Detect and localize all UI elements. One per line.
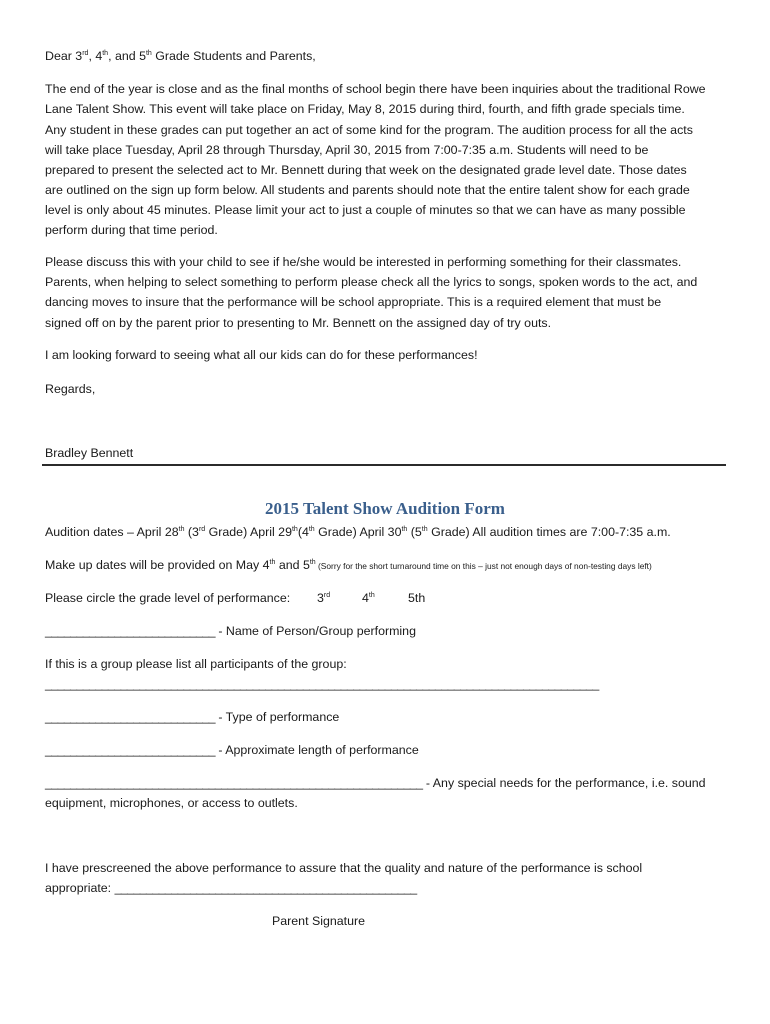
makeup-note: (Sorry for the short turnaround time on this – just not enough days of non-testing days left) xyxy=(315,561,652,571)
needs-field-blank[interactable]: ____________________________________________________________ xyxy=(45,776,423,790)
paragraph2-line: Please discuss this with your child to see if he/she would be interested in performing something for their classmates. xyxy=(45,255,682,269)
name-field-blank[interactable]: ___________________________ xyxy=(45,624,215,638)
paragraph1-line: The end of the year is close and as the final months of school begin there have been inquiries about the traditional Rowe xyxy=(45,82,706,96)
closing: Regards, xyxy=(45,382,96,396)
prescreen-statement: I have prescreened the above performance to assure that the quality and nature of the performance is school xyxy=(45,861,643,875)
paragraph1-line: prepared to present the selected act to Mr. Bennett during that week on the designated grade level date. Those dates xyxy=(45,163,687,177)
prescreen-signature-row: appropriate: ________________________________________________ xyxy=(45,881,417,895)
section-divider xyxy=(42,464,726,466)
paragraph2-line: Parents, when helping to select something to perform please check all the lyrics to songs, spoken words to the act, and xyxy=(45,275,698,289)
signature-name: Bradley Bennett xyxy=(45,446,134,460)
paragraph1-line: will take place Tuesday, April 28 through Thursday, April 30, 2015 from 7:00-7:35 a.m. Students will need to be xyxy=(45,143,649,157)
length-field-blank[interactable]: ___________________________ xyxy=(45,743,215,757)
paragraph2-line: dancing moves to insure that the performance will be school appropriate. This is a required element that must be xyxy=(45,295,662,309)
type-field-label: - Type of performance xyxy=(214,710,340,724)
audition-dates: Audition dates – April 28th (3rd Grade) April 29th(4th Grade) April 30th (5th Grade) All audition times are 7:00-7:35 a.m. xyxy=(45,525,671,539)
needs-field-label-cont: equipment, microphones, or access to outlets. xyxy=(45,796,298,810)
name-field-label: - Name of Person/Group performing xyxy=(214,624,416,638)
form-title: 2015 Talent Show Audition Form xyxy=(265,499,505,518)
grade-level-prompt: Please circle the grade level of performance: xyxy=(45,591,291,605)
type-field-blank[interactable]: ___________________________ xyxy=(45,710,215,724)
paragraph1-line: Any student in these grades can put together an act of some kind for the program. The audition process for all the acts xyxy=(45,123,693,137)
parent-signature-label: Parent Signature xyxy=(272,914,365,928)
needs-field-row xyxy=(45,775,706,791)
greeting: Dear 3rd, 4th, and 5th Grade Students and Parents, xyxy=(45,49,316,63)
paragraph1-line: level is only about 45 minutes. Please limit your act to just a couple of minutes so that we can have as many possible xyxy=(45,203,686,217)
parent-signature-blank[interactable]: ________________________________________________ xyxy=(114,881,417,895)
paragraph3: I am looking forward to seeing what all our kids can do for these performances! xyxy=(45,348,478,362)
paragraph1-line: perform during that time period. xyxy=(45,223,218,237)
name-field-row xyxy=(45,623,416,639)
grade-option-4th[interactable]: 4th xyxy=(362,591,375,605)
type-field-row xyxy=(45,709,339,725)
paragraph1-line: Lane Talent Show. This event will take place on Friday, May 8, 2015 during third, fourth, and fifth grade specials time. xyxy=(45,102,685,116)
participants-blank[interactable]: ________________________________________________________________________________________ xyxy=(45,677,599,691)
grade-option-5th[interactable]: 5th xyxy=(408,591,426,605)
length-field-label: - Approximate length of performance xyxy=(214,743,419,757)
makeup-dates: Make up dates will be provided on May 4th and 5th (Sorry for the short turnaround time on this – just not enough days of non-testing days left) xyxy=(45,558,652,572)
paragraph2-line: signed off on by the parent prior to presenting to Mr. Bennett on the assigned day of try outs. xyxy=(45,316,552,330)
length-field-row xyxy=(45,742,419,758)
needs-field-label: - Any special needs for the performance, i.e. sound xyxy=(422,776,706,790)
participants-prompt: If this is a group please list all participants of the group: xyxy=(45,657,347,671)
grade-option-3rd[interactable]: 3rd xyxy=(317,591,331,605)
paragraph1-line: are outlined on the sign up form below. All students and parents should note that the entire talent show for each grade xyxy=(45,183,690,197)
